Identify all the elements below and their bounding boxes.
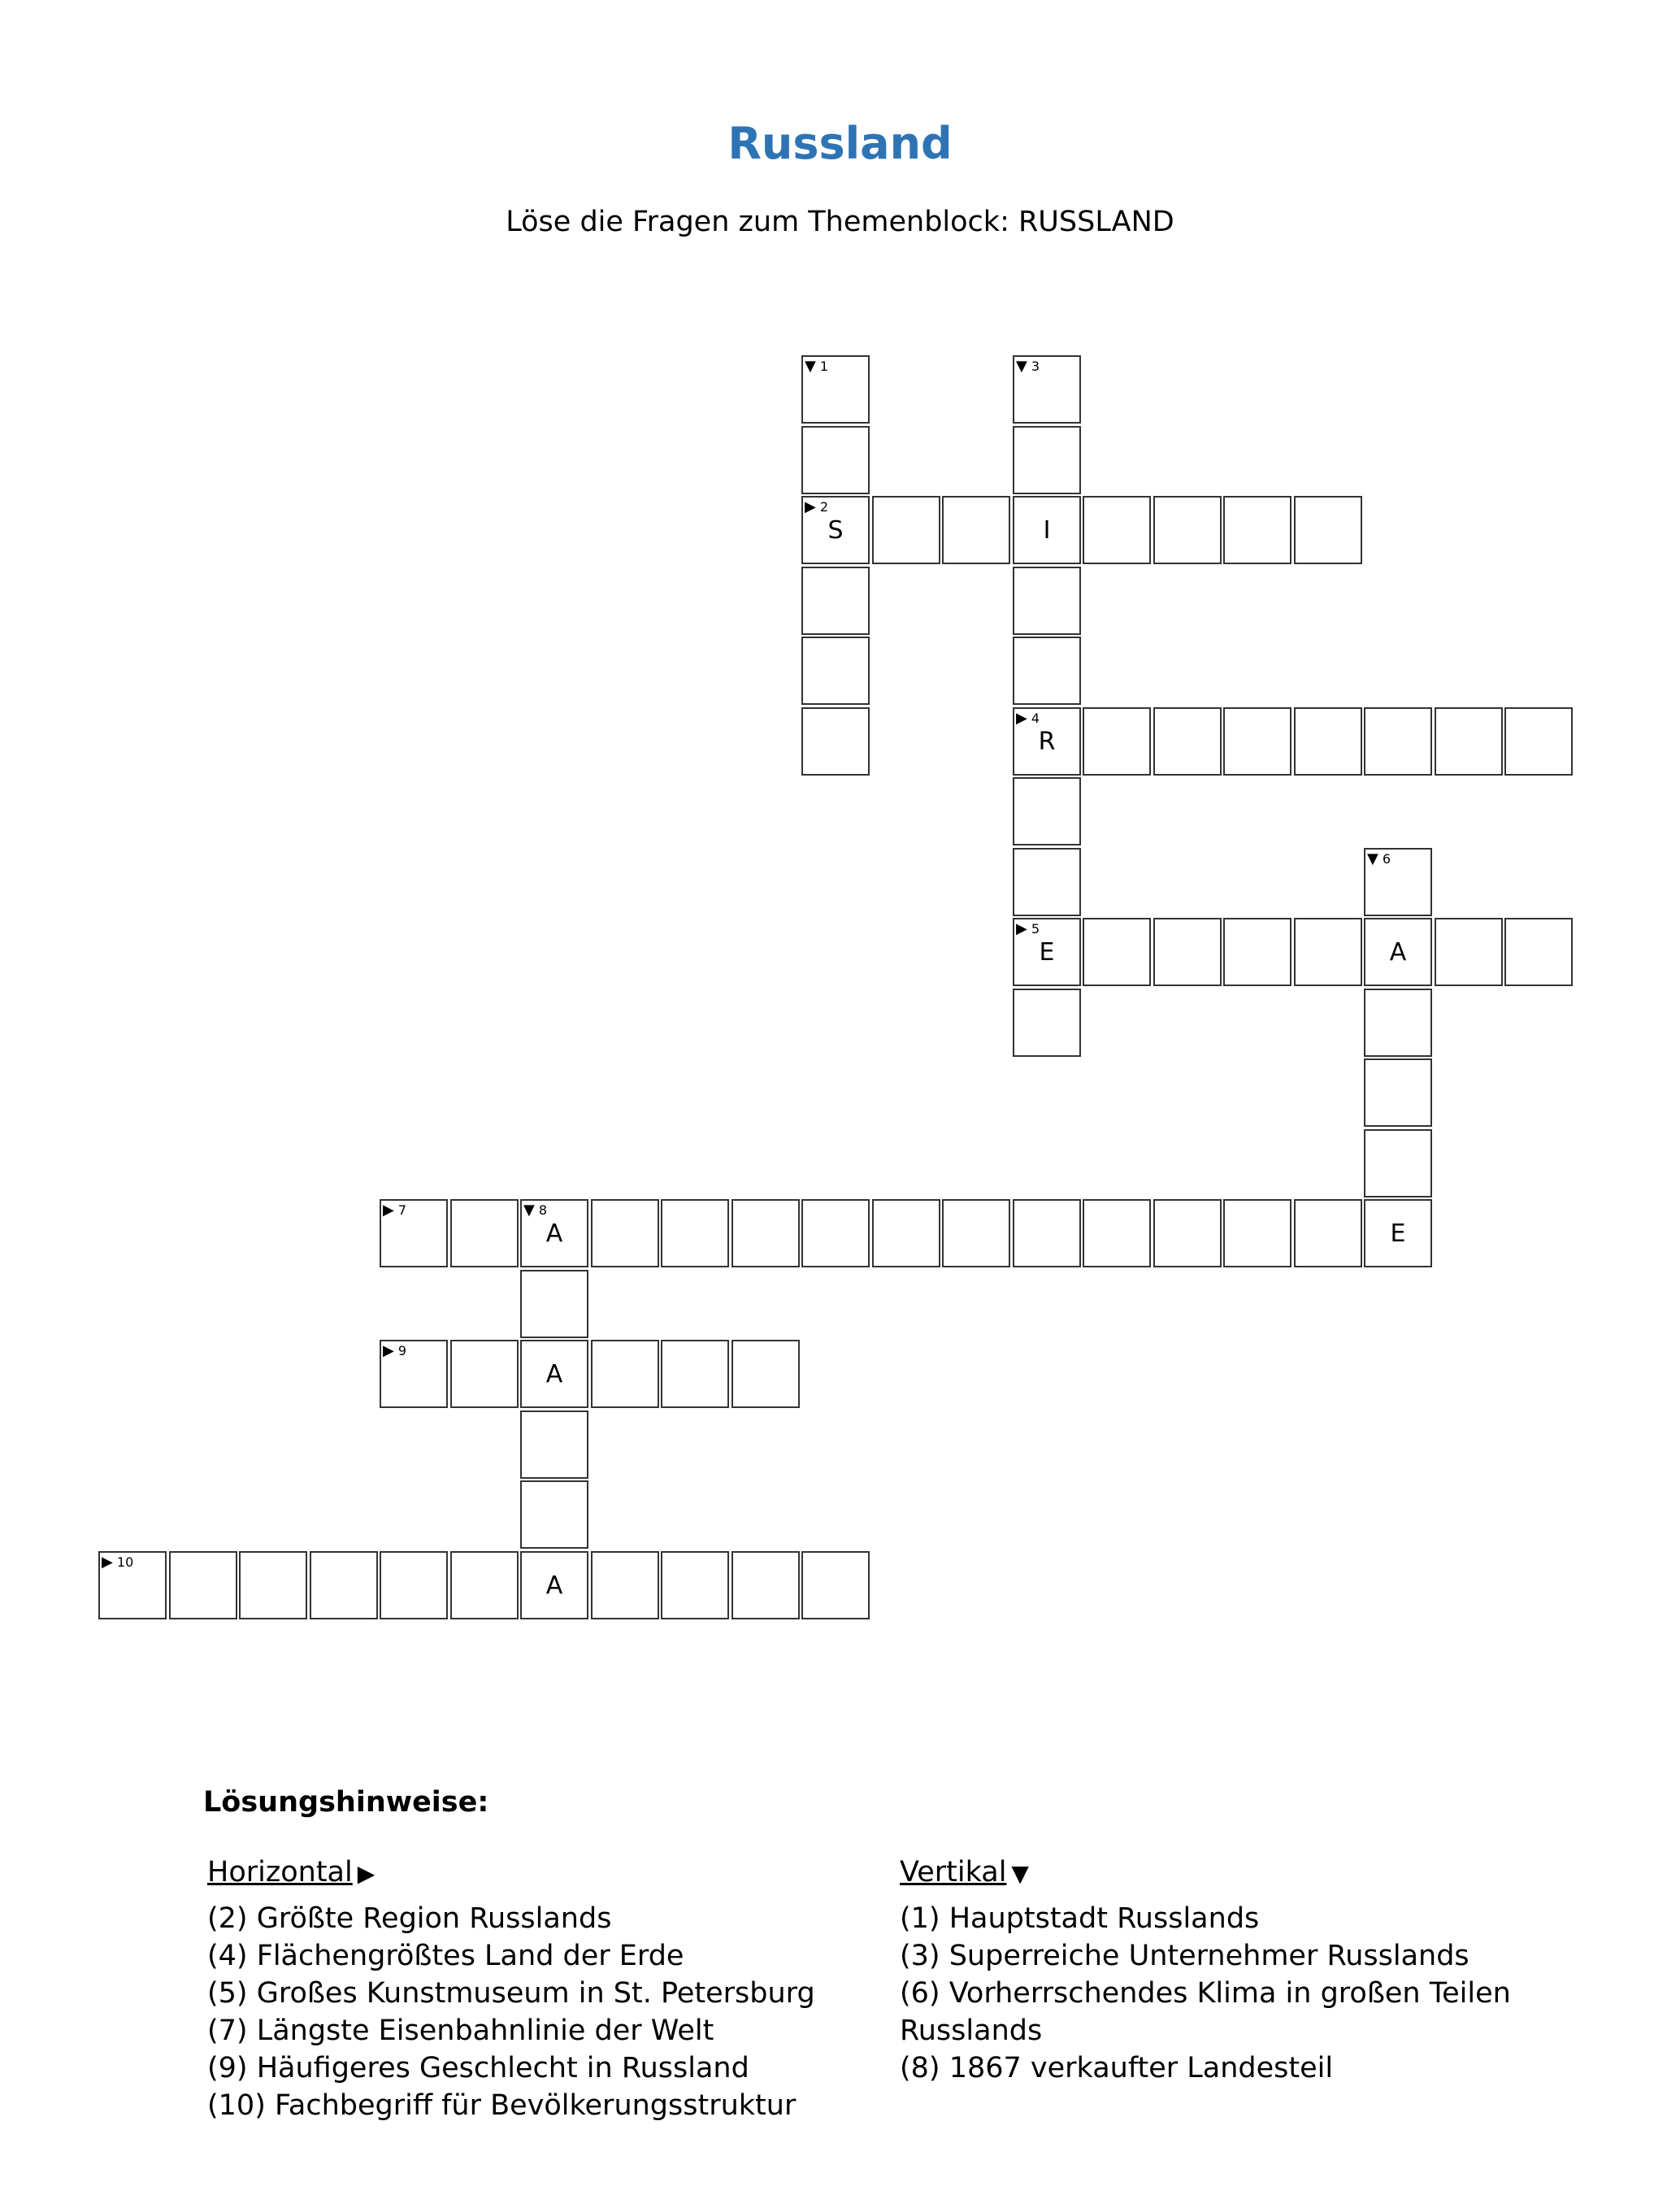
crossword-cell[interactable] [1364, 1199, 1432, 1267]
clue-number: 2 [815, 499, 829, 515]
clue-number-marker [523, 1203, 547, 1218]
clue-item: (7) Längste Eisenbahnlinie der Welt [207, 2015, 714, 2047]
clue-item: (8) 1867 verkaufter Landesteil [900, 2052, 1334, 2084]
right-arrow-icon: ▶ [383, 1202, 394, 1219]
crossword-cell[interactable] [1013, 777, 1081, 845]
given-letter: R [1038, 728, 1056, 756]
clue-number-marker [383, 1344, 406, 1358]
crossword-cell[interactable] [450, 1551, 519, 1619]
page-title: Russland [727, 118, 953, 169]
crossword-cell[interactable] [872, 496, 940, 564]
crossword-cell[interactable] [1083, 1199, 1151, 1267]
crossword-cell[interactable] [731, 1340, 800, 1408]
clue-number: 8 [534, 1202, 548, 1218]
crossword-cell[interactable] [1294, 496, 1362, 564]
crossword-cell[interactable] [801, 1199, 870, 1267]
crossword-cell[interactable] [801, 1551, 870, 1619]
crossword-cell[interactable] [1294, 918, 1362, 986]
down-arrow-icon: ▼ [805, 358, 816, 375]
clue-number: 3 [1027, 359, 1040, 374]
crossword-cell[interactable] [520, 1340, 588, 1408]
clue-item-continuation: Russlands [900, 2015, 1043, 2047]
clue-number-marker [1016, 922, 1040, 937]
crossword-cell[interactable] [591, 1551, 659, 1619]
crossword-cell[interactable] [1223, 496, 1291, 564]
down-arrow-icon: ▼ [1016, 358, 1027, 375]
clue-item: (2) Größte Region Russlands [207, 1902, 612, 1935]
crossword-cell[interactable] [1013, 1199, 1081, 1267]
crossword-cell[interactable] [801, 567, 870, 635]
crossword-cell[interactable] [1153, 918, 1222, 986]
crossword-cell[interactable] [1294, 707, 1362, 776]
right-arrow-icon: ▶ [102, 1554, 113, 1571]
crossword-cell[interactable] [310, 1551, 378, 1619]
crossword-cell[interactable] [1364, 989, 1432, 1057]
clue-number-marker [805, 500, 828, 515]
clue-item: (5) Großes Kunstmuseum in St. Petersburg [207, 1977, 815, 2010]
crossword-cell[interactable] [1294, 1199, 1362, 1267]
crossword-cell[interactable] [661, 1340, 729, 1408]
crossword-cell[interactable] [1435, 707, 1503, 776]
given-letter: A [545, 1360, 563, 1389]
crossword-cell[interactable] [1013, 637, 1081, 705]
crossword-cell[interactable] [1013, 567, 1081, 635]
crossword-cell[interactable] [520, 1410, 588, 1479]
right-arrow-icon: ▶ [805, 498, 816, 515]
vertical-clue-list [900, 1900, 1574, 2087]
crossword-cell[interactable] [1013, 426, 1081, 494]
down-arrow-icon: ▼ [523, 1202, 535, 1219]
crossword-cell[interactable] [1153, 707, 1222, 776]
crossword-cell[interactable] [1435, 918, 1503, 986]
clue-number-marker [1367, 852, 1391, 867]
crossword-cell[interactable] [801, 355, 870, 424]
crossword-cell[interactable] [450, 1199, 519, 1267]
crossword-cell[interactable] [520, 1551, 588, 1619]
down-arrow-icon: ▼ [1011, 1860, 1029, 1887]
crossword-cell[interactable] [380, 1199, 448, 1267]
clue-item: (4) Flächengrößtes Land der Erde [207, 1940, 684, 1972]
crossword-cell[interactable] [1083, 496, 1151, 564]
clue-item: (3) Superreiche Unternehmer Russlands [900, 1940, 1469, 1972]
crossword-cell[interactable] [801, 637, 870, 705]
crossword-cell[interactable] [1013, 355, 1081, 424]
clue-number: 6 [1378, 851, 1391, 867]
clue-number-marker [1016, 359, 1040, 374]
crossword-cell[interactable] [661, 1551, 729, 1619]
crossword-cell[interactable] [1364, 918, 1432, 986]
clue-number-marker [1016, 711, 1040, 726]
right-arrow-icon: ▶ [1016, 920, 1027, 937]
given-letter: A [1389, 938, 1407, 967]
crossword-cell[interactable] [731, 1199, 800, 1267]
right-arrow-icon: ▶ [383, 1342, 394, 1359]
crossword-cell[interactable] [169, 1551, 237, 1619]
clue-item: (1) Hauptstadt Russlands [900, 1902, 1260, 1935]
page-subtitle: Löse die Fragen zum Themenblock: RUSSLAND [506, 206, 1174, 238]
horizontal-header [207, 1856, 375, 1889]
crossword-cell[interactable] [1504, 707, 1573, 776]
clue-number-marker [805, 359, 828, 374]
clue-number: 4 [1027, 711, 1040, 726]
crossword-cell[interactable] [1013, 989, 1081, 1057]
given-letter: E [1039, 938, 1055, 967]
crossword-cell[interactable] [591, 1199, 659, 1267]
crossword-cell[interactable] [98, 1551, 167, 1619]
given-letter: S [827, 516, 844, 545]
crossword-cell[interactable] [661, 1199, 729, 1267]
crossword-cell[interactable] [450, 1340, 519, 1408]
down-arrow-icon: ▼ [1367, 850, 1378, 867]
horizontal-clue-list [207, 1900, 857, 2124]
crossword-cell[interactable] [520, 1199, 588, 1267]
horizontal-label: Horizontal [207, 1856, 353, 1889]
crossword-cell[interactable] [1013, 707, 1081, 776]
crossword-cell[interactable] [1364, 848, 1432, 916]
crossword-cell[interactable] [1223, 1199, 1291, 1267]
clue-number: 10 [112, 1554, 134, 1570]
crossword-cell[interactable] [591, 1340, 659, 1408]
crossword-cell[interactable] [801, 426, 870, 494]
clue-item: (10) Fachbegriff für Bevölkerungsstruktur [207, 2089, 797, 2122]
crossword-cell[interactable] [239, 1551, 307, 1619]
crossword-cell[interactable] [801, 496, 870, 564]
crossword-cell[interactable] [1013, 848, 1081, 916]
clue-number: 5 [1027, 921, 1040, 937]
crossword-cell[interactable] [1013, 496, 1081, 564]
vertical-label: Vertikal [900, 1856, 1007, 1889]
crossword-cell[interactable] [872, 1199, 940, 1267]
crossword-cell[interactable] [1013, 918, 1081, 986]
clue-number-marker [383, 1203, 406, 1218]
clue-item: (9) Häufigeres Geschlecht in Russland [207, 2052, 749, 2084]
crossword-cell[interactable] [1223, 707, 1291, 776]
given-letter: A [545, 1571, 563, 1600]
crossword-cell[interactable] [380, 1551, 448, 1619]
clue-number-marker [102, 1555, 133, 1570]
crossword-cell[interactable] [942, 496, 1010, 564]
right-arrow-icon: ▶ [1016, 710, 1027, 727]
hints-heading: Lösungshinweise: [203, 1786, 489, 1819]
crossword-cell[interactable] [1364, 1058, 1432, 1127]
right-arrow-icon: ▶ [357, 1860, 376, 1887]
given-letter: A [545, 1219, 563, 1248]
crossword-cell[interactable] [1223, 918, 1291, 986]
clue-number: 1 [815, 359, 829, 374]
crossword-cell[interactable] [520, 1480, 588, 1549]
crossword-cell[interactable] [1364, 707, 1432, 776]
clue-item: (6) Vorherrschendes Klima in großen Teilen [900, 1977, 1511, 2010]
crossword-cell[interactable] [942, 1199, 1010, 1267]
given-letter: E [1390, 1219, 1406, 1248]
crossword-cell[interactable] [1153, 1199, 1222, 1267]
crossword-cell[interactable] [1504, 918, 1573, 986]
vertical-header [900, 1856, 1029, 1889]
clue-number: 7 [393, 1202, 407, 1218]
crossword-cell[interactable] [1153, 496, 1222, 564]
crossword-cell[interactable] [1083, 918, 1151, 986]
crossword-cell[interactable] [1364, 1129, 1432, 1197]
crossword-cell[interactable] [520, 1270, 588, 1338]
crossword-cell[interactable] [380, 1340, 448, 1408]
given-letter: I [1043, 516, 1051, 545]
crossword-cell[interactable] [801, 707, 870, 776]
clue-number: 9 [393, 1343, 407, 1358]
crossword-cell[interactable] [1083, 707, 1151, 776]
crossword-cell[interactable] [731, 1551, 800, 1619]
